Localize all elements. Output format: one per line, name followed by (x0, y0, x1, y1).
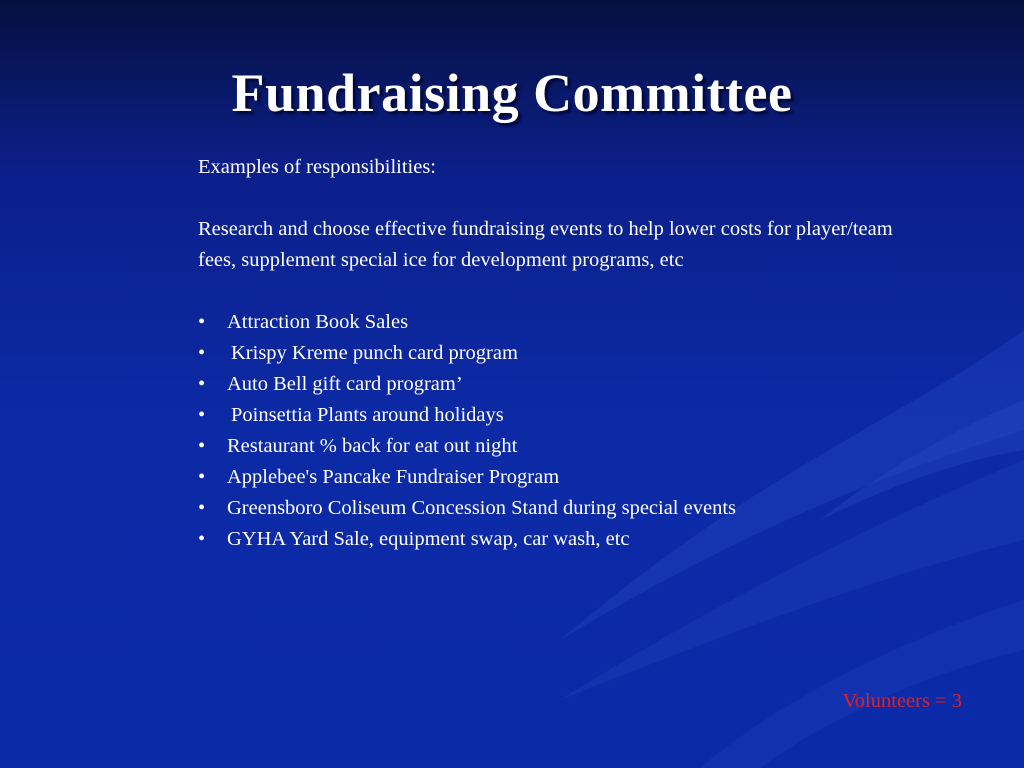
slide-title: Fundraising Committee (231, 63, 793, 123)
bullet-list (198, 307, 898, 555)
subheading: Examples of responsibilities: (198, 156, 436, 178)
list-item: • Greensboro Coliseum Concession Stand during special events (198, 493, 898, 524)
list-item: • Applebee's Pancake Fundraiser Program (198, 462, 898, 493)
bullet-icon: • (198, 497, 206, 519)
bullet-icon: • (198, 342, 206, 364)
list-item: • Auto Bell gift card program’ (198, 369, 898, 400)
list-item: • Poinsettia Plants around holidays (198, 400, 898, 431)
bullet-icon: • (198, 373, 206, 395)
volunteers-count: Volunteers = 3 (842, 690, 962, 712)
slide-body (198, 152, 898, 555)
bullet-icon: • (198, 404, 206, 426)
bullet-icon: • (198, 528, 206, 550)
bullet-icon: • (198, 435, 206, 457)
list-item: • Krispy Kreme punch card program (198, 338, 898, 369)
bullet-icon: • (198, 466, 206, 488)
list-item: • Restaurant % back for eat out night (198, 431, 898, 462)
list-item: • Attraction Book Sales (198, 307, 898, 338)
bullet-icon: • (198, 311, 206, 333)
list-item: • GYHA Yard Sale, equipment swap, car wash, etc (198, 524, 898, 555)
description-paragraph: Research and choose effective fundraising events to help lower costs for player/team fees, supplement special ice for development programs, etc (198, 218, 893, 271)
